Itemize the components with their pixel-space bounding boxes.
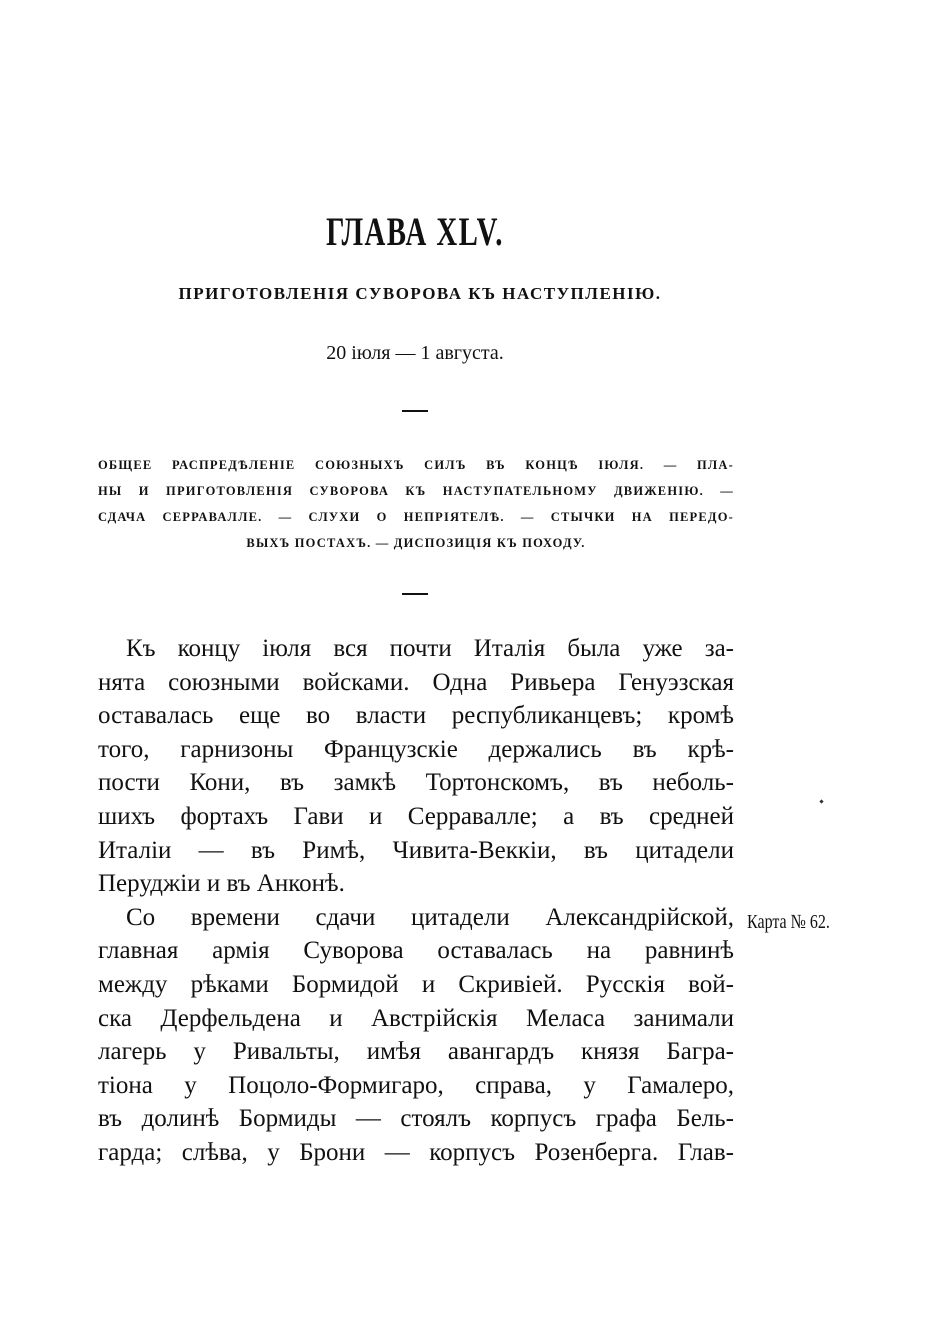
paragraph-2-line: между рѣками Бормидой и Скривіей. Русскія вой- xyxy=(98,970,734,998)
paragraph-2-line: тіона у Поцоло-Формигаро, справа, у Гамалеро, xyxy=(98,1071,734,1099)
chapter-subtitle: ПРИГОТОВЛЕНІЯ СУВОРОВА КЪ НАСТУПЛЕНІЮ. xyxy=(178,284,662,303)
paragraph-1-line: Италіи — въ Римѣ, Чивита-Веккіи, въ цитадели xyxy=(98,836,734,864)
chapter-summary xyxy=(98,452,734,556)
margin-note-map-reference: Карта № 62. xyxy=(747,911,830,933)
summary-line: ВЫХЪ ПОСТАХЪ. — ДИСПОЗИЦІЯ КЪ ПОХОДУ. xyxy=(246,536,586,550)
paragraph-2-line: ска Дерфельдена и Австрійскія Меласа занимали xyxy=(98,1004,734,1032)
summary-line: ОБЩЕЕ РАСПРЕДѢЛЕНІЕ СОЮЗНЫХЪ СИЛЪ ВЪ КОНЦѢ ІЮЛЯ. — ПЛА- xyxy=(98,458,734,472)
paragraph-1-line: Къ концу іюля вся почти Италія была уже за- xyxy=(126,635,734,662)
paragraph-2-line: гарда; слѣва, у Брони — корпусъ Розенберга. Глав- xyxy=(98,1138,734,1166)
section-divider-top xyxy=(402,410,428,412)
paragraph-2-line: лагерь у Ривальты, имѣя авангардъ князя Багра- xyxy=(98,1038,734,1066)
paragraph-1-line: Перуджіи и въ Анконѣ. xyxy=(98,870,345,898)
chapter-dates: 20 іюля — 1 августа. xyxy=(326,342,504,364)
paragraph-1-line: того, гарнизоны Французскіе держались въ крѣ- xyxy=(98,735,734,763)
summary-line: НЫ И ПРИГОТОВЛЕНІЯ СУВОРОВА КЪ НАСТУПАТЕЛЬНОМУ ДВИЖЕНІЮ. — xyxy=(98,484,734,498)
chapter-title: ГЛАВА XLV. xyxy=(326,209,504,254)
paragraph-1-line: пости Кони, въ замкѣ Тортонскомъ, въ неболь- xyxy=(98,769,734,797)
paragraph-2-line: главная армія Суворова оставалась на равнинѣ xyxy=(98,937,734,965)
paragraph-1-line: оставалась еще во власти республиканцевъ; кромѣ xyxy=(98,702,734,730)
paragraph-1-line: нята союзными войсками. Одна Ривьера Генуэзская xyxy=(98,668,734,696)
paragraph-1-line: шихъ фортахъ Гави и Серравалле; а въ средней xyxy=(98,802,734,830)
section-divider-bottom xyxy=(402,593,428,595)
paragraph-2-line: въ долинѣ Бормиды — стоялъ корпусъ графа Бель- xyxy=(98,1105,734,1133)
summary-line: СДАЧА СЕРРАВАЛЛЕ. — СЛУХИ О НЕПРІЯТЕЛѢ. — СТЫЧКИ НА ПЕРЕДО- xyxy=(98,510,734,524)
paragraph-2-line: Со времени сдачи цитадели Александрійской, xyxy=(126,903,734,931)
scan-speck xyxy=(819,799,823,803)
body-text xyxy=(98,632,734,1170)
